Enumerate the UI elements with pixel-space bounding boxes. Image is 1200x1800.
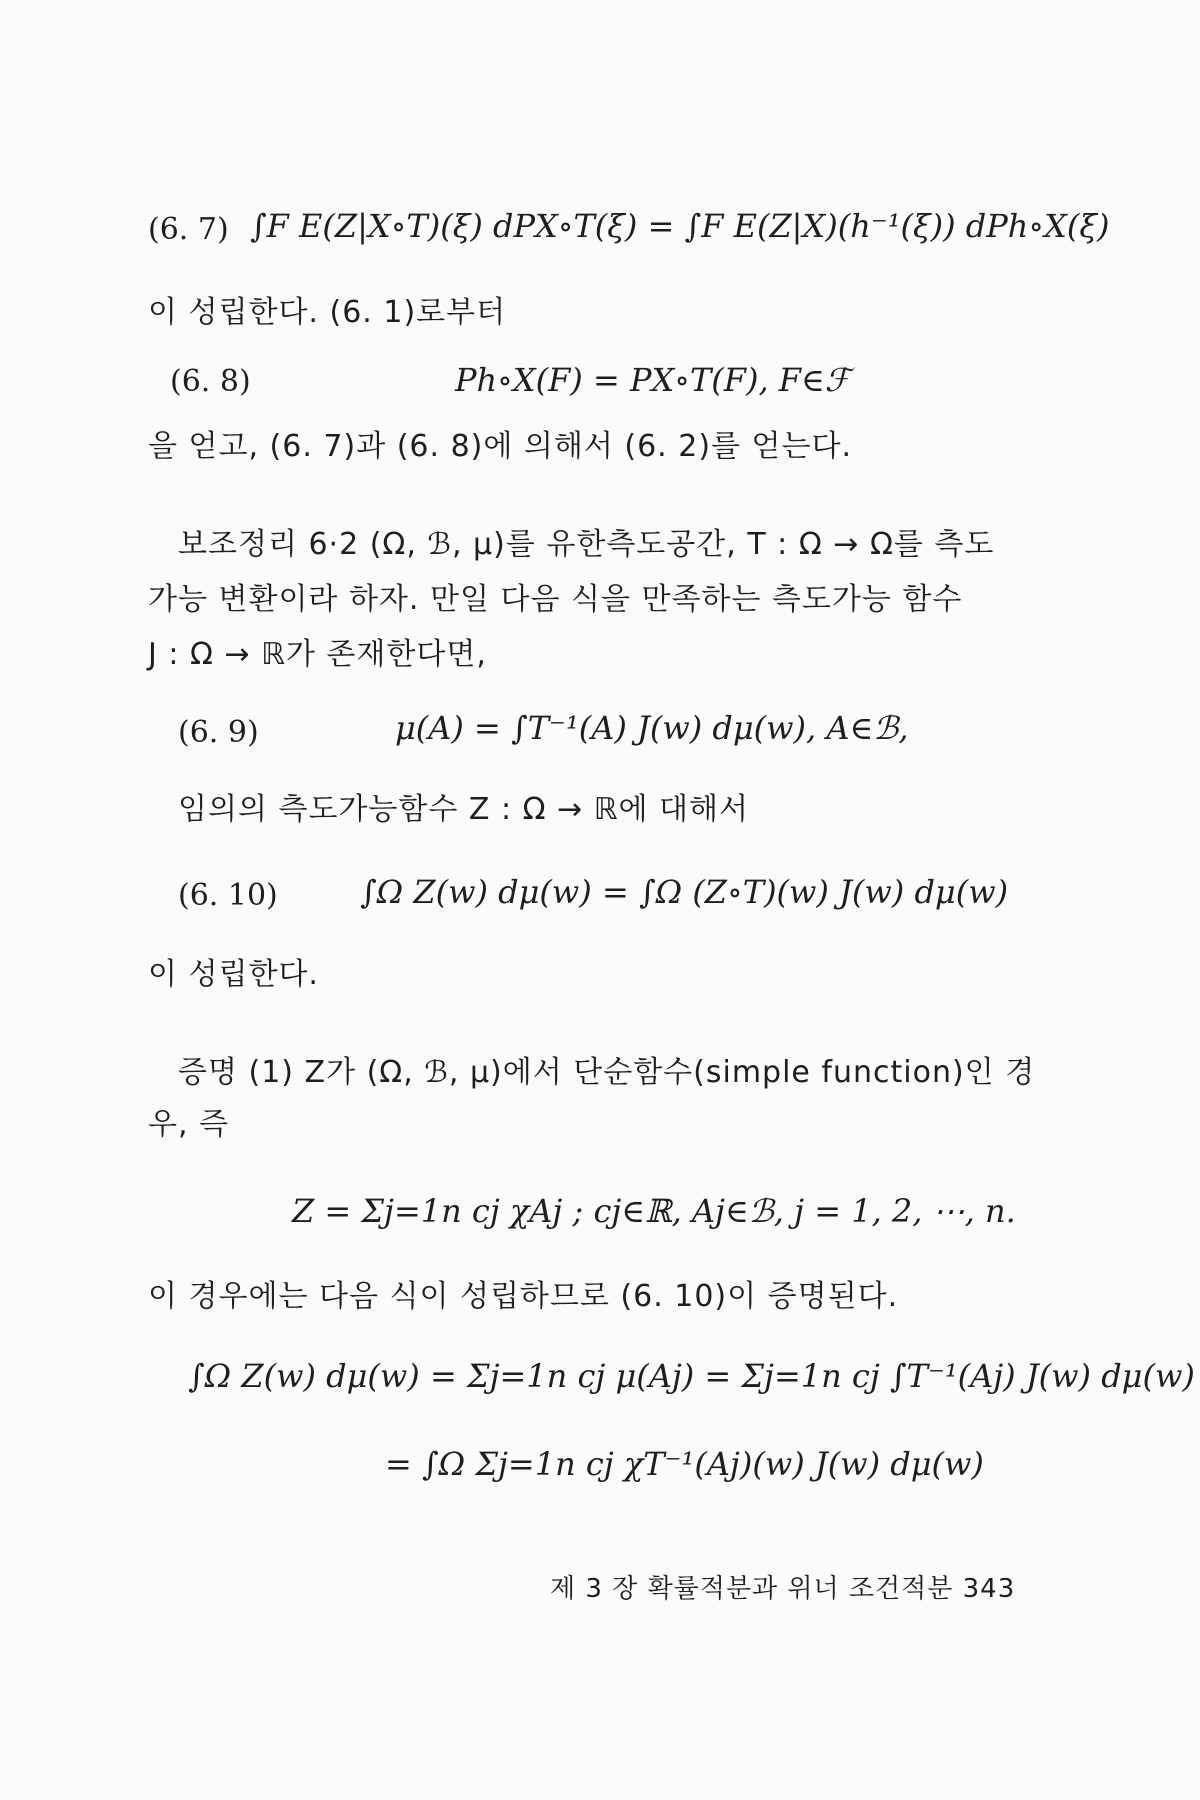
lemma-line-3: J : Ω → ℝ가 존재한다면,	[148, 637, 487, 672]
page-footer: 제 3 장 확률적분과 위너 조건적분 343	[550, 1574, 1016, 1604]
text-line-1: 이 성립한다. (6. 1)로부터	[148, 295, 507, 330]
text-line-4: 이 성립한다.	[148, 957, 319, 992]
equation-label-6-8: (6. 8)	[170, 364, 251, 399]
equation-integral-line-2: = ∫Ω Σj=1n cj χT⁻¹(Aj)(w) J(w) dμ(w)	[385, 1445, 984, 1483]
equation-label-6-9: (6. 9)	[178, 715, 259, 750]
equation-label-6-10: (6. 10)	[178, 878, 278, 913]
text-line-2: 을 얻고, (6. 7)과 (6. 8)에 의해서 (6. 2)를 얻는다.	[148, 429, 853, 464]
equation-6-7: ∫F E(Z|X∘T)(ξ) dPX∘T(ξ) = ∫F E(Z|X)(h⁻¹(ξ)) dPh∘X(ξ)	[250, 207, 1110, 245]
equation-integral-line-1: ∫Ω Z(w) dμ(w) = Σj=1n cj μ(Aj) = Σj=1n cj ∫T⁻¹(Aj) J(w) dμ(w)	[188, 1357, 1195, 1395]
equation-simple-function: Z = Σj=1n cj χAj ; cj∈ℝ, Aj∈ℬ, j = 1, 2, ⋯, n.	[292, 1192, 1016, 1230]
proof-line-1: 증명 (1) Z가 (Ω, ℬ, μ)에서 단순함수(simple function)인 경	[178, 1055, 1036, 1090]
lemma-line-2: 가능 변환이라 하자. 만일 다음 식을 만족하는 측도가능 함수	[148, 582, 963, 617]
equation-6-9: μ(A) = ∫T⁻¹(A) J(w) dμ(w), A∈ℬ,	[395, 709, 909, 747]
lemma-line-1: 보조정리 6·2 (Ω, ℬ, μ)를 유한측도공간, T : Ω → Ω를 측도	[178, 527, 995, 562]
text-line-5: 이 경우에는 다음 식이 성립하므로 (6. 10)이 증명된다.	[148, 1279, 899, 1314]
equation-6-8: Ph∘X(F) = PX∘T(F), F∈ℱ	[455, 361, 850, 399]
text-line-3: 임의의 측도가능함수 Z : Ω → ℝ에 대해서	[178, 792, 749, 827]
equation-label-6-7: (6. 7)	[148, 212, 229, 247]
equation-6-10: ∫Ω Z(w) dμ(w) = ∫Ω (Z∘T)(w) J(w) dμ(w)	[360, 873, 1009, 911]
proof-line-2: 우, 즉	[148, 1107, 230, 1142]
